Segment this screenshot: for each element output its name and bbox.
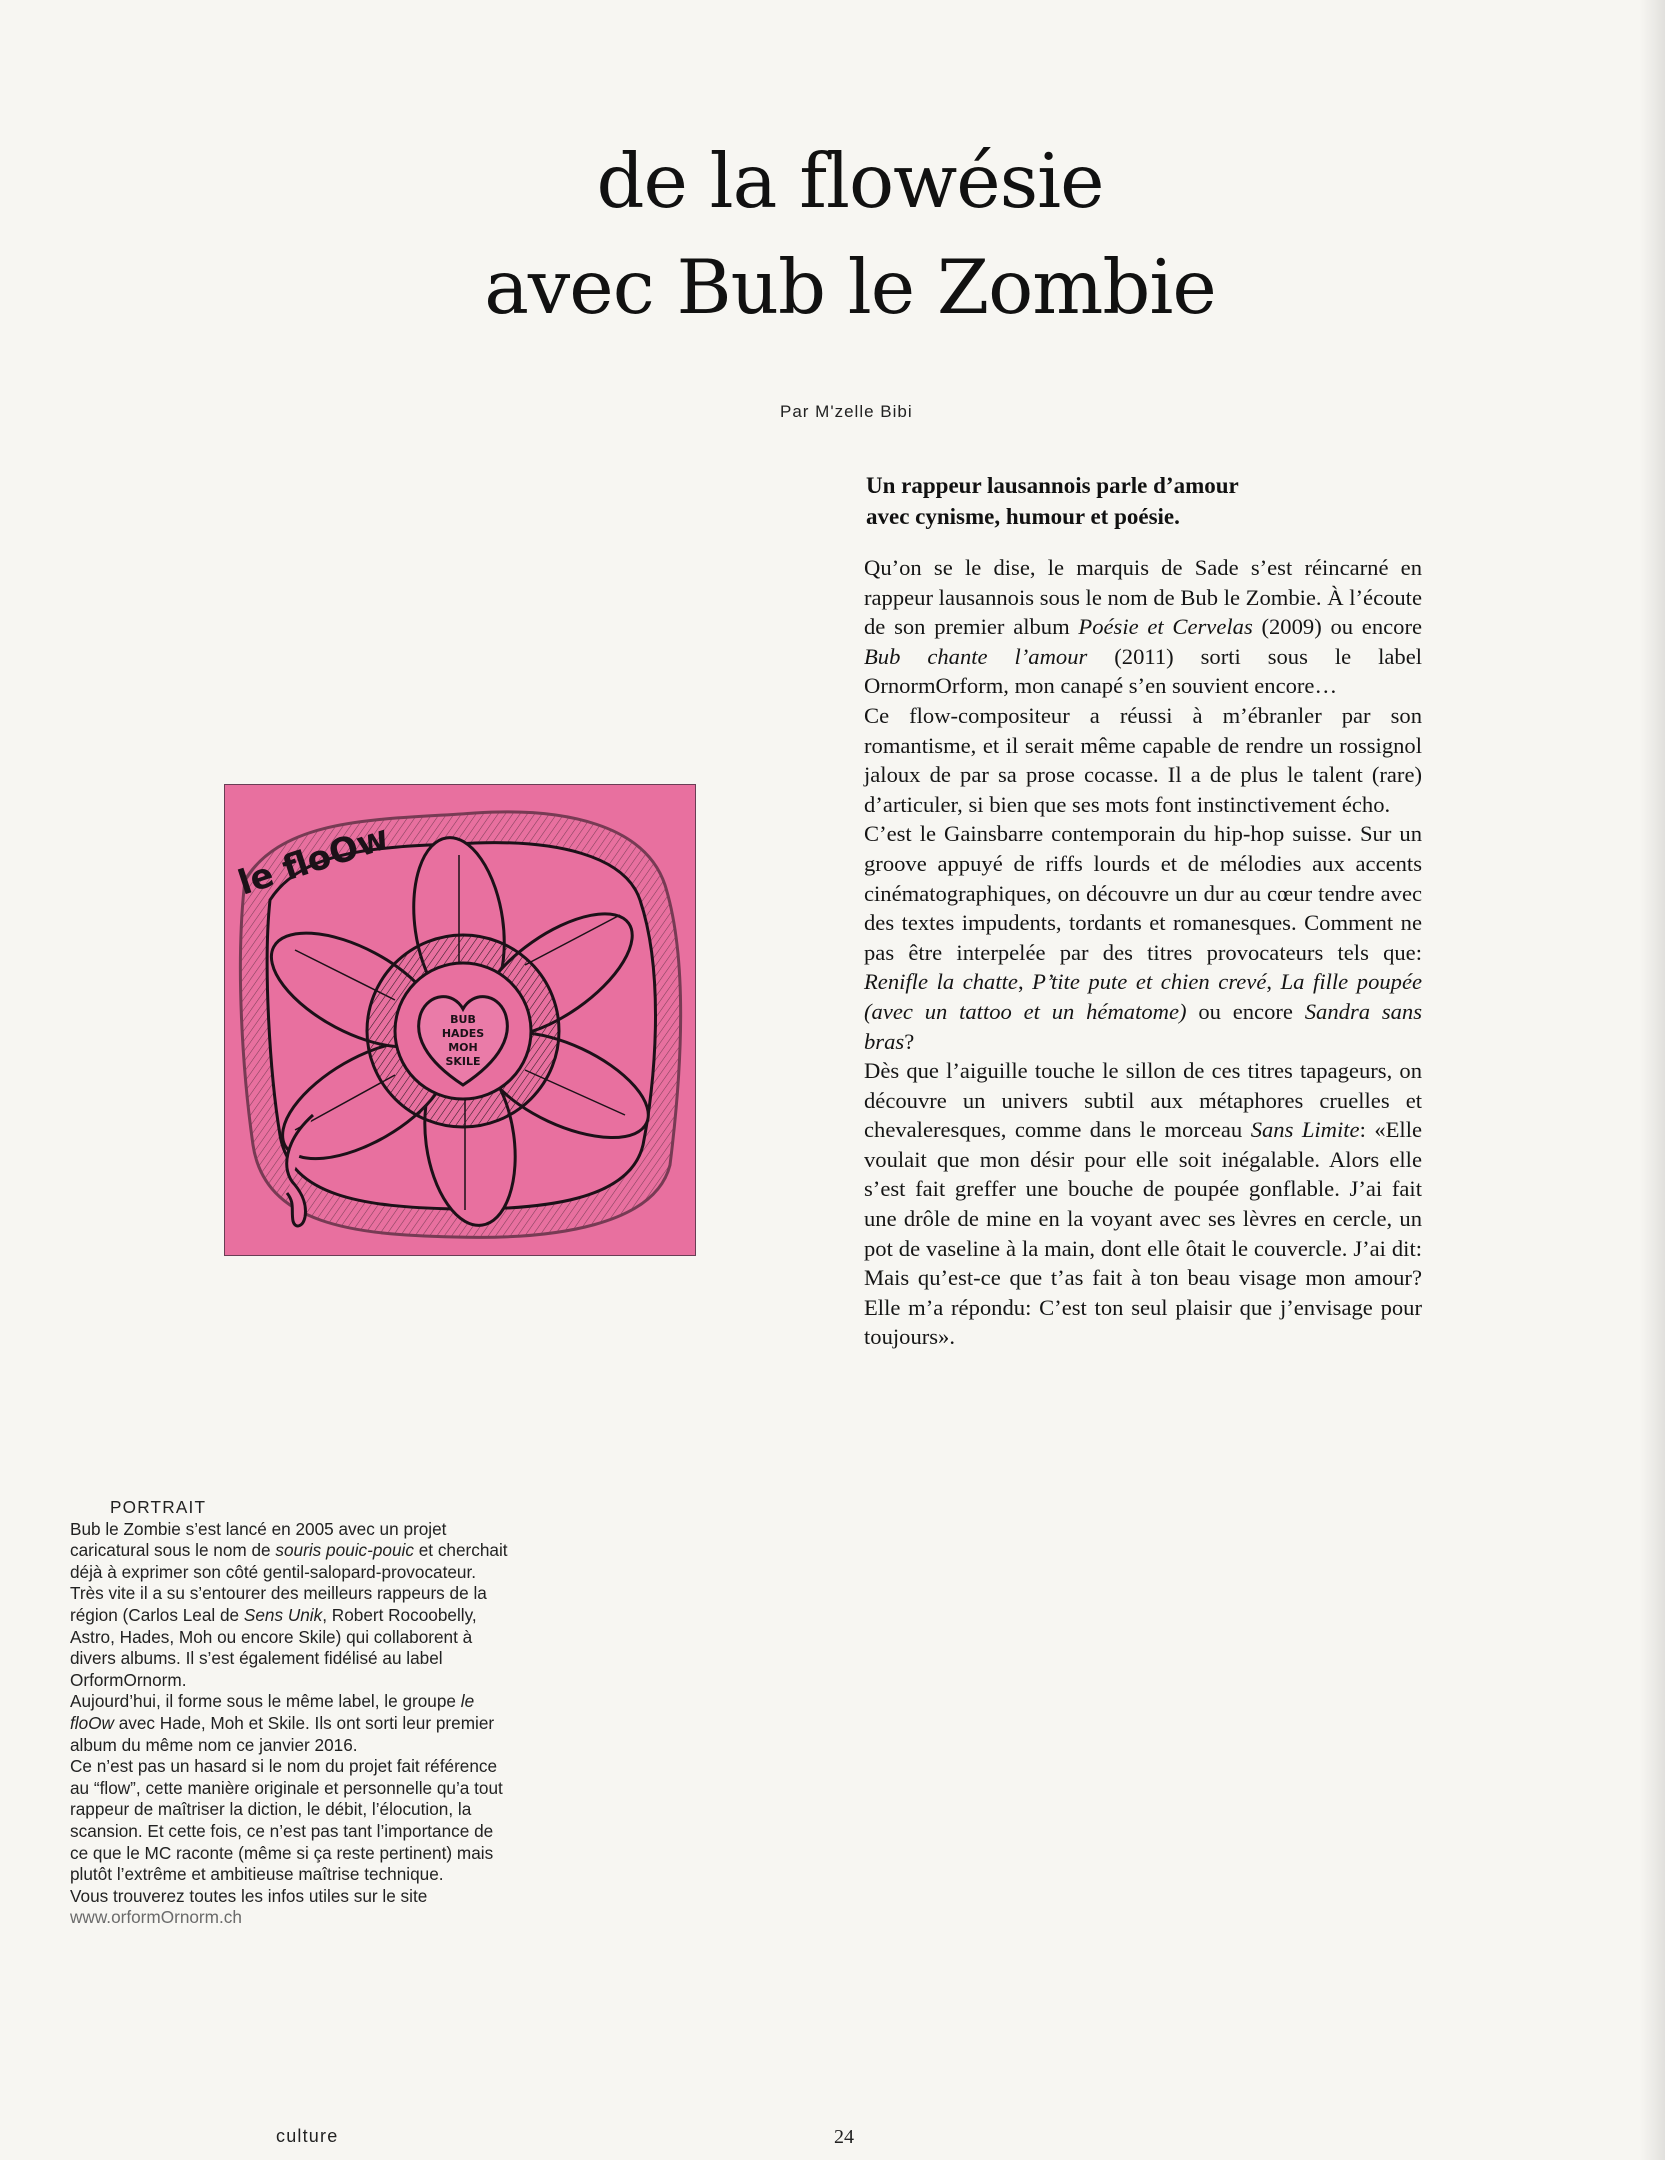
lead-line-2: avec cynisme, humour et poésie. — [866, 504, 1180, 529]
cover-member-name: SKILE — [445, 1055, 481, 1068]
cover-band-name: le floOw — [233, 817, 394, 904]
song-title: La fille poupée (avec un tattoo et un hématome) — [864, 969, 1423, 1024]
website-link[interactable]: www.orformOrnorm.ch — [70, 1907, 242, 1928]
footer-section-name: culture — [276, 2126, 339, 2146]
album-cover-illustration — [225, 785, 694, 1254]
lead-paragraph — [866, 470, 1386, 532]
album-cover-image — [224, 784, 696, 1256]
page-number: 24 — [834, 2126, 854, 2148]
sidebar-paragraph: Ce n’est pas un hasard si le nom du projet fait référence au “flow”, cette manière originale et personnelle qu’a tout rappeur de maîtriser la diction, le débit, l’élocution, la scansion. Et cette fois, ce n’est pas tant l’importance de ce que le MC raconte (même si ça reste pertinent) mais plutôt l’extrême et ambitieuse maîtrise technique. — [70, 1756, 503, 1885]
song-title: Sans Limite — [1250, 1117, 1360, 1143]
byline: Par M'zelle Bibi — [780, 402, 913, 421]
song-title: Renifle la chatte — [864, 969, 1018, 995]
sidebar-label: PORTRAIT — [110, 1497, 207, 1517]
body-paragraph-4: Dès que l’aiguille touche le sillon de ces titres tapageurs, on découvre un univers subtil aux métaphores cruelles et chevaleresques, comme dans le morceau Sans Limite: «Elle voulait que mon désir pour elle soit inégalable. Alors elle s’est fait greffer une bouche de poupée gonflable. J’ai fait une drôle de mine en la voyant avec ses lèvres en cercle, un pot de vaseline à la main, dont elle ôtait le couvercle. J’ai dit: Mais qu’est-ce que t’as fait à ton beau visage mon amour? Elle m’a répondu: C’est ton seul plaisir que j’envisage pour toujours». — [864, 1058, 1422, 1350]
article-body — [864, 553, 1422, 1352]
lead-line-1: Un rappeur lausannois parle d’amour — [866, 473, 1239, 498]
title-line-2: avec Bub le Zombie — [484, 243, 1216, 332]
body-paragraph-3: C’est le Gainsbarre contemporain du hip-hop suisse. Sur un groove appuyé de riffs lourds et de mélodies aux accents cinématographiques, on découvre un dur au cœur tendre avec des textes impudents, tordants et romanesques. Comment ne pas être interpelée par des titres provocateurs tels que: Renifle la chatte, P’tite pute et chien crevé, La fille poupée (avec un tattoo et un hématome) ou encore Sandra sans bras? — [864, 821, 1423, 1054]
title-line-1: de la flowésie — [596, 137, 1104, 226]
cover-member-name: MOH — [448, 1041, 478, 1054]
song-title: Sandra sans bras — [864, 998, 1423, 1054]
sidebar-paragraph: Vous trouverez toutes les infos utiles sur le site www.orformOrnorm.ch — [70, 1885, 428, 1928]
body-paragraph-1: Qu’on se le dise, le marquis de Sade s’est réincarné en rappeur lausannois sous le nom de Bub le Zombie. À l’écoute de son premier album Poésie et Cervelas (2009) ou encore Bub chante l’amour (2011) sorti sous le label OrnormOrform, mon canapé s’en souvient encore… — [864, 555, 1422, 699]
portrait-sidebar — [70, 1497, 510, 1929]
album-title: Bub chante l’amour — [864, 643, 1088, 669]
sidebar-paragraph: Bub le Zombie s’est lancé en 2005 avec un projet caricatural sous le nom de souris pouic-pouic et cherchait déjà à exprimer son côté gentil-salopard-provocateur. — [70, 1518, 508, 1582]
article-title — [0, 128, 1665, 340]
body-paragraph-2: Ce flow-compositeur a réussi à m’ébranler par son romantisme, et il serait même capable de rendre un rossignol jaloux de par sa prose cocasse. Il a de plus le talent (rare) d’articuler, si bien que ses mots font instinctivement écho. — [864, 702, 1422, 817]
cover-member-name: BUB — [450, 1013, 476, 1026]
cover-member-name: HADES — [441, 1027, 485, 1040]
sidebar-paragraph: Très vite il a su s’entourer des meilleurs rappeurs de la région (Carlos Leal de Sens Unik, Robert Rocoobelly, Astro, Hades, Moh ou encore Skile) qui collaborent à divers albums. Il s’est également fidélisé au label OrformOrnorm. — [70, 1583, 487, 1690]
song-title: P’tite pute et chien crevé — [1032, 969, 1267, 995]
album-title: Poésie et Cervelas — [1078, 614, 1253, 640]
sidebar-paragraph: Aujourd’hui, il forme sous le même label, le groupe le floOw avec Hade, Moh et Skile. Ils ont sorti leur premier album du même nom ce janvier 2016. — [70, 1691, 495, 1755]
